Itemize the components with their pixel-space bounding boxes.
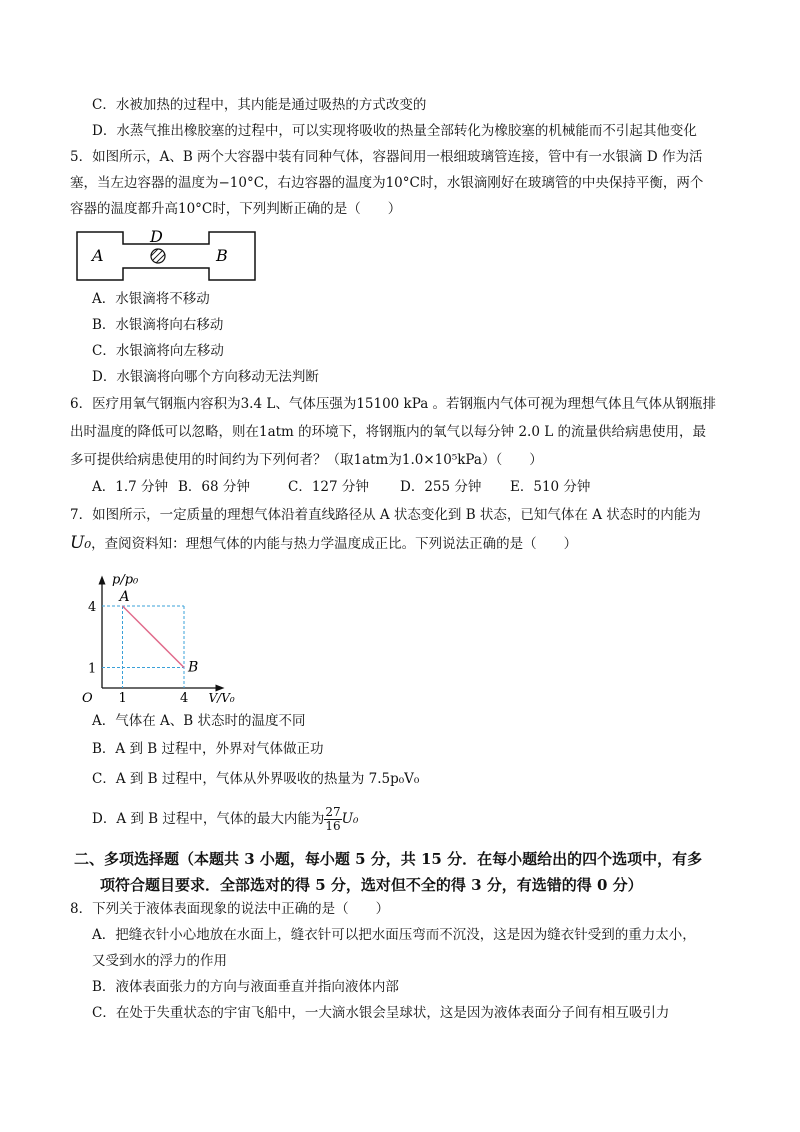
q6-options — [92, 478, 590, 496]
section2-title-line2: 项符合题目要求．全部选对的得 5 分，选对但不全的得 3 分，有选错的得 0 分） — [100, 876, 643, 894]
q7-option-c: C．A 到 B 过程中，气体从外界吸收的热量为 7.5p₀V₀ — [92, 771, 420, 787]
q7-option-d — [92, 806, 358, 833]
q5-option-c: C．水银滴将向左移动 — [92, 343, 224, 359]
q8-option-a-line2: 又受到水的浮力的作用 — [92, 953, 227, 969]
u0-symbol: U₀ — [70, 533, 92, 553]
y-tick-label: 1 — [88, 661, 97, 677]
point-label-a: A — [119, 589, 130, 605]
q8-stem: 8．下列关于液体表面现象的说法中正确的是（ ） — [70, 901, 390, 917]
point-label-b: B — [188, 659, 199, 676]
pv-chart — [72, 560, 235, 706]
origin-label: O — [82, 691, 93, 706]
q5-stem-line3: 容器的温度都升高10°C时，下列判断正确的是（ ） — [70, 201, 402, 217]
label-drop-d: D — [150, 227, 163, 246]
q5-option-b: B．水银滴将向右移动 — [92, 317, 224, 333]
q6-stem-line3: 多可提供给病患使用的时间约为下列何者？（取1atm为1.0×10⁵kPa）（ ） — [70, 452, 543, 468]
fraction-27-16 — [324, 806, 341, 833]
fraction-denominator: 16 — [325, 819, 341, 833]
q4-option-c: C．水被加热的过程中，其内能是通过吸热的方式改变的 — [92, 97, 427, 113]
process-line-a-to-b — [123, 606, 185, 668]
container-outline — [77, 232, 255, 280]
q5-option-d: D．水银滴将向哪个方向移动无法判断 — [92, 369, 319, 385]
x-tick-label: 4 — [180, 691, 189, 706]
label-container-a: A — [92, 246, 104, 265]
fraction-numerator: 27 — [325, 805, 341, 819]
q8-option-c: C．在处于失重状态的宇宙飞船中，一大滴水银会呈球状，这是因为液体表面分子间有相互吸引力 — [92, 1005, 670, 1021]
q6-option-d: D．255 分钟 — [400, 479, 482, 495]
q5-stem-line2: 塞，当左边容器的温度为−10°C，右边容器的温度为10°C时，水银滴刚好在玻璃管的中央保持平衡，两个 — [70, 175, 704, 191]
q7-option-a: A．气体在 A、B 状态时的温度不同 — [92, 713, 306, 729]
q6-option-c: C．127 分钟 — [288, 479, 369, 495]
x-axis-label: V/V₀ — [208, 691, 235, 705]
q6-option-e: E．510 分钟 — [510, 479, 591, 495]
q6-stem-line1: 6．医疗用氧气钢瓶内容积为3.4 L、气体压强为15100 kPa 。若钢瓶内气体可视为理想气体且气体从钢瓶排 — [70, 396, 717, 412]
q6-option-b: B．68 分钟 — [178, 479, 250, 495]
q7-stem-line2 — [70, 534, 577, 553]
q5-stem-line1: 5．如图所示，A、B 两个大容器中装有同种气体，容器间用一根细玻璃管连接，管中有一水银滴 D 作为活 — [70, 149, 703, 165]
q6-stem-line2: 出时温度的降低可以忽略，则在1atm 的环境下，将钢瓶内的氧气以每分钟 2.0 L 的流量供给病患使用，最 — [70, 424, 706, 440]
x-tick-label: 1 — [118, 691, 127, 706]
q4-option-d: D．水蒸气推出橡胶塞的过程中，可以实现将吸收的热量全部转化为橡胶塞的机械能而不引起其他变化 — [92, 123, 697, 139]
q8-option-a-line1: A．把缝衣针小心地放在水面上，缝衣针可以把水面压弯而不沉没，这是因为缝衣针受到的重力太小， — [92, 927, 696, 943]
section2-title-line1: 二、多项选择题（本题共 3 小题，每小题 5 分，共 15 分．在每小题给出的四个选项中，有多 — [74, 850, 703, 868]
container-diagram — [76, 228, 256, 284]
q7-stem-line1: 7．如图所示，一定质量的理想气体沿着直线路径从 A 状态变化到 B 状态，已知气体在 A 状态时的内能为 — [70, 507, 701, 523]
q7-stem-line2-text: ，查阅资料知：理想气体的内能与热力学温度成正比。下列说法正确的是（ ） — [91, 536, 578, 552]
q5-option-a: A．水银滴将不移动 — [92, 291, 210, 307]
y-axis-label: p/p₀ — [112, 572, 139, 588]
u0-symbol-d: U₀ — [341, 811, 359, 827]
y-axis-arrow — [99, 576, 106, 585]
q8-option-b: B．液体表面张力的方向与液面垂直并指向液体内部 — [92, 979, 399, 995]
y-tick-label: 4 — [88, 600, 97, 615]
q7-option-d-text: D．A 到 B 过程中，气体的最大内能为 — [92, 811, 325, 827]
q7-option-b: B．A 到 B 过程中，外界对气体做正功 — [92, 741, 324, 757]
label-container-b: B — [216, 246, 228, 265]
q6-option-a: A．1.7 分钟 — [92, 479, 169, 495]
